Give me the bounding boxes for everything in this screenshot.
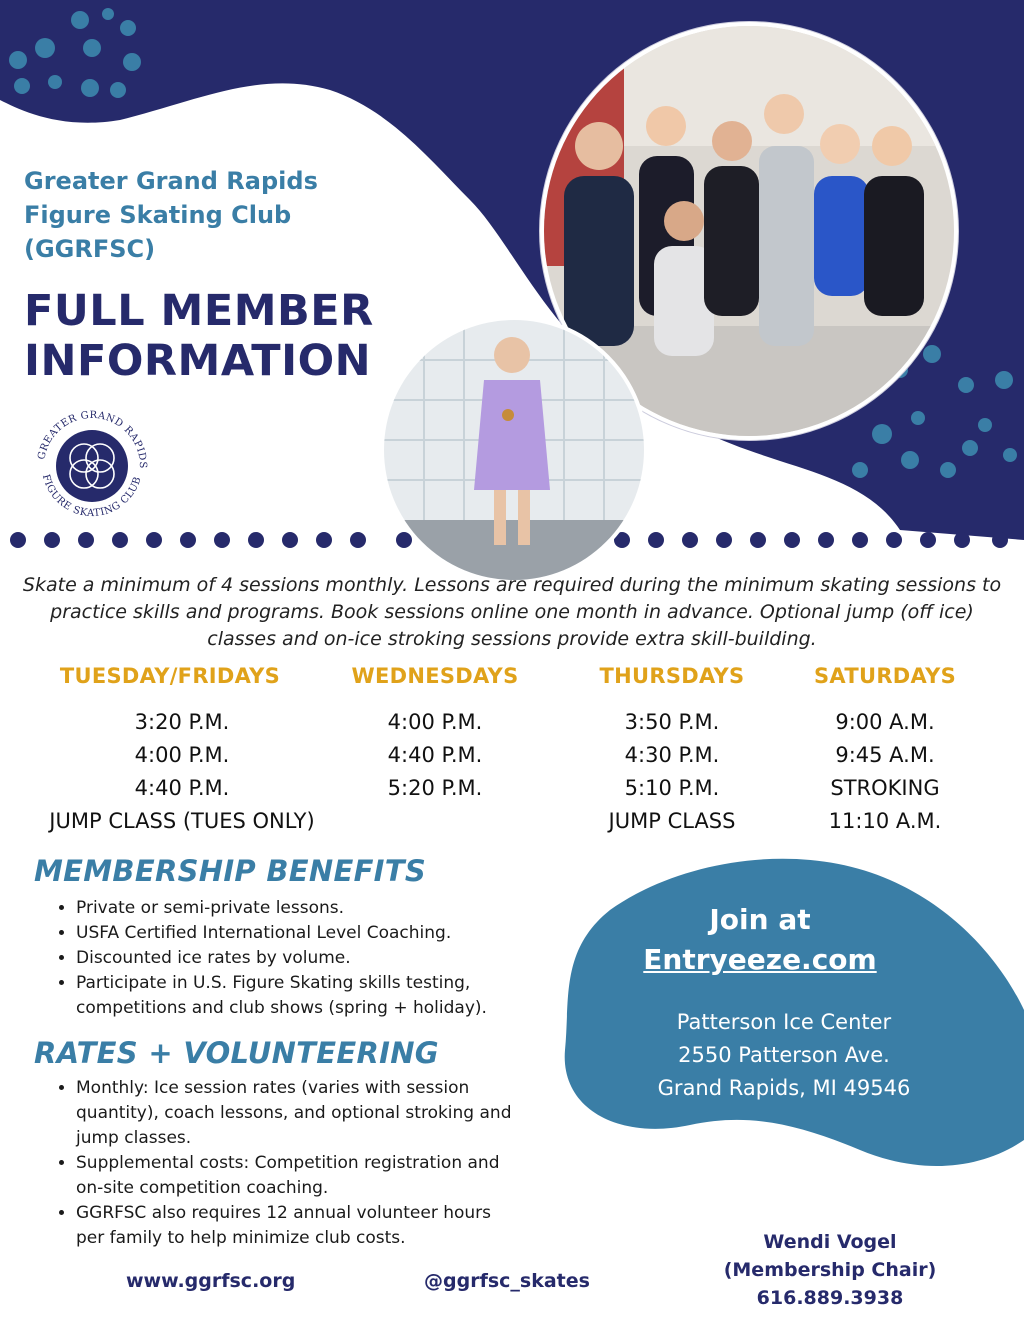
club-logo bbox=[28, 402, 156, 530]
join-block bbox=[640, 900, 880, 980]
address-line: Grand Rapids, MI 49546 bbox=[657, 1076, 911, 1100]
website-link[interactable]: www.ggrfsc.org bbox=[126, 1270, 296, 1292]
schedule-time: 11:10 A.M. bbox=[828, 809, 942, 833]
schedule-time: 5:20 P.M. bbox=[387, 776, 483, 800]
schedule-times-thursdays bbox=[572, 706, 772, 838]
organization-name: Greater Grand Rapids Figure Skating Club (GGRFSC) bbox=[24, 167, 318, 263]
page-title-line-1: FULL MEMBER bbox=[24, 286, 374, 336]
entryeeze-link[interactable]: Entryeeze.com bbox=[643, 943, 877, 976]
contact-block bbox=[700, 1228, 960, 1312]
schedule-times-saturdays bbox=[790, 706, 980, 838]
schedule-time: JUMP CLASS bbox=[608, 809, 736, 833]
benefits-list bbox=[34, 896, 554, 1021]
address-line: Patterson Ice Center bbox=[676, 1010, 892, 1034]
list-item: • Discounted ice rates by volume. bbox=[76, 946, 554, 971]
schedule-time: 4:40 P.M. bbox=[387, 743, 483, 767]
schedule-time: 4:00 P.M. bbox=[134, 743, 230, 767]
schedule-time: 9:45 A.M. bbox=[835, 743, 935, 767]
list-item: • Supplemental costs: Competition registration and on-site competition coaching. bbox=[76, 1151, 524, 1201]
svg-text:GREATER GRAND RAPIDS: GREATER GRAND RAPIDS bbox=[36, 409, 149, 469]
schedule-time: 3:20 P.M. bbox=[134, 710, 230, 734]
list-item: • GGRFSC also requires 12 annual volunteer hours per family to help minimize club costs. bbox=[76, 1201, 524, 1251]
list-item: • USFA Certified International Level Coaching. bbox=[76, 921, 554, 946]
list-item: • Participate in U.S. Figure Skating skills testing, competitions and club shows (spring + holiday). bbox=[76, 971, 554, 1021]
schedule-day-saturdays: SATURDAYS bbox=[814, 664, 956, 688]
social-handle[interactable]: @ggrfsc_skates bbox=[424, 1270, 590, 1292]
contact-phone[interactable]: 616.889.3938 bbox=[756, 1287, 904, 1309]
schedule-time: STROKING bbox=[830, 776, 940, 800]
rates-list bbox=[34, 1076, 524, 1251]
join-label: Join at bbox=[709, 903, 811, 936]
rates-heading: RATES + VOLUNTEERING bbox=[34, 1036, 439, 1070]
intro-paragraph: Skate a minimum of 4 sessions monthly. Lessons are required during the minimum skating sessions to practice skills and programs. Book sessions online one month in advance. Optional jump (off ice) classes and on-ice stroking sessions provide extra skill-building. bbox=[22, 574, 1002, 650]
contact-role: (Membership Chair) bbox=[723, 1259, 937, 1281]
schedule-time: 4:30 P.M. bbox=[624, 743, 720, 767]
benefits-heading: MEMBERSHIP BENEFITS bbox=[34, 854, 427, 888]
list-item: • Monthly: Ice session rates (varies with session quantity), coach lessons, and optional stroking and jump classes. bbox=[76, 1076, 524, 1151]
schedule-times-tuesday-fridays bbox=[20, 706, 344, 838]
schedule-time: 4:40 P.M. bbox=[134, 776, 230, 800]
schedule-time: 5:10 P.M. bbox=[624, 776, 720, 800]
schedule-time: 4:00 P.M. bbox=[387, 710, 483, 734]
schedule-time: JUMP CLASS (TUES ONLY) bbox=[49, 809, 315, 833]
page-title-line-2: INFORMATION bbox=[24, 336, 372, 386]
schedule-times-wednesdays bbox=[330, 706, 540, 805]
page-title bbox=[24, 286, 444, 386]
schedule-day-wednesdays: WEDNESDAYS bbox=[351, 664, 519, 688]
young-skater-photo bbox=[380, 316, 648, 584]
address-block bbox=[600, 1006, 968, 1105]
schedule-day-thursdays: THURSDAYS bbox=[599, 664, 745, 688]
address-line: 2550 Patterson Ave. bbox=[678, 1043, 890, 1067]
list-item: • Private or semi-private lessons. bbox=[76, 896, 554, 921]
schedule-day-tuesday-fridays: TUESDAY/FRIDAYS bbox=[59, 664, 281, 688]
svg-text:FIGURE SKATING CLUB: FIGURE SKATING CLUB bbox=[39, 473, 144, 520]
schedule-time: 3:50 P.M. bbox=[624, 710, 720, 734]
schedule-time: 9:00 A.M. bbox=[835, 710, 935, 734]
contact-name: Wendi Vogel bbox=[763, 1231, 897, 1253]
